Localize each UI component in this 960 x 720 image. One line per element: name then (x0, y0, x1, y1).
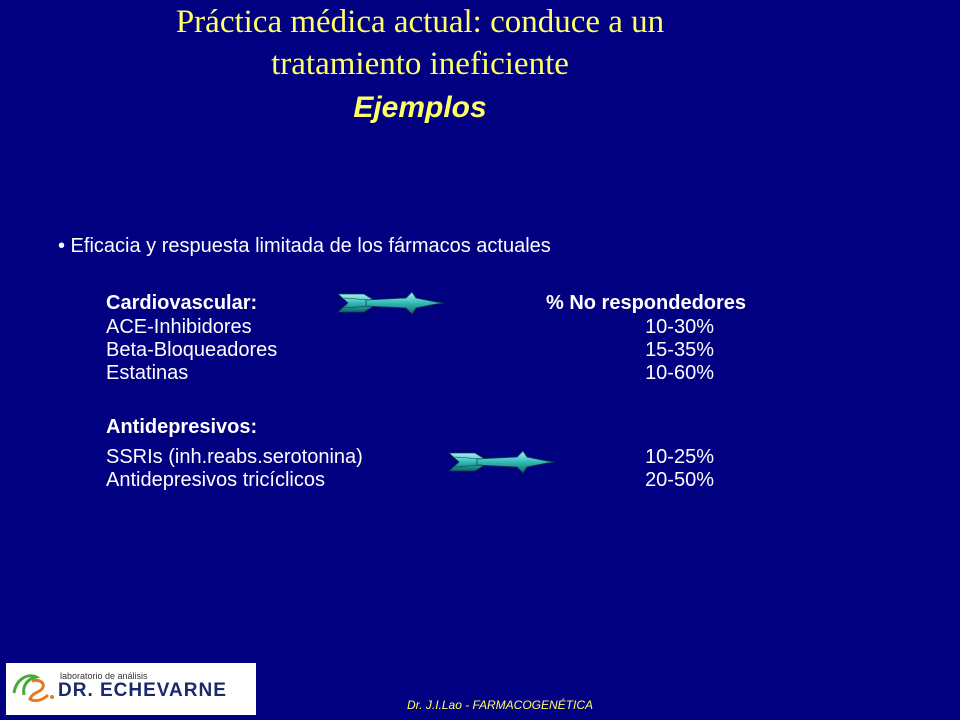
bullet-text: • Eficacia y respuesta limitada de los fármacos actuales (58, 235, 551, 257)
antidep-row-name: Antidepresivos tricíclicos (106, 469, 325, 491)
cardio-row-name: Estatinas (106, 362, 189, 384)
antidep-header: Antidepresivos: (106, 416, 258, 438)
cardio-row-value: 10-30% (645, 316, 714, 338)
logo-name: DR. ECHEVARNE (58, 680, 227, 701)
footer-credit: Dr. J.I.Lao - FARMACOGENÉTICA (406, 698, 594, 712)
cardio-header: Cardiovascular: (106, 292, 258, 314)
lab-logo (6, 663, 256, 715)
title-line-2: tratamiento ineficiente (271, 46, 569, 82)
cardio-row-value: 10-60% (645, 362, 714, 384)
arrow-icon (336, 288, 446, 318)
nonresponder-column-header: % No respondedores (546, 292, 747, 314)
antidep-row-name: SSRIs (inh.reabs.serotonina) (106, 446, 363, 468)
cardio-row-name: Beta-Bloqueadores (106, 339, 278, 361)
arrow-icon (444, 447, 560, 477)
antidep-row-value: 10-25% (645, 446, 714, 468)
cardio-row-name: ACE-Inhibidores (106, 316, 252, 338)
antidep-row-value: 20-50% (645, 469, 714, 491)
subtitle: Ejemplos (353, 91, 487, 124)
logo-small-text: laboratorio de análisis (60, 671, 148, 681)
cardio-row-value: 15-35% (645, 339, 714, 361)
title-line-1: Práctica médica actual: conduce a un (175, 4, 665, 40)
